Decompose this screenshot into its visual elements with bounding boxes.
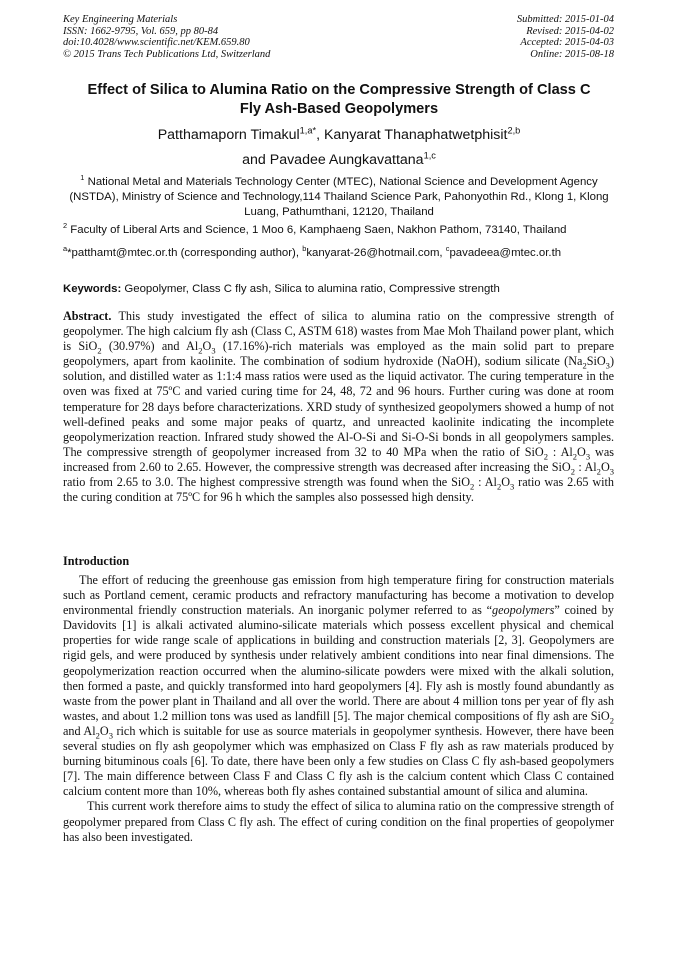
subscript: 2 [543,451,548,462]
subscript: 3 [510,481,515,492]
abstract-text: was increased from 2.60 to 2.65. However, the compressive strength was decreased after increasing the SiO [63,444,614,474]
journal-doi: doi:10.4028/www.scientific.net/KEM.659.80 [63,37,250,49]
abstract-text: ratio was 2.65 with the curing condition at 75ºC for 96 h which the samples also possessed high density. [63,475,614,505]
paragraph: This current work therefore aims to study the effect of silica to alumina ratio on the compressive strength of geopolymer prepared from Class C fly ash. The effect of curing condition on the final properties of geopolymer has also been investigated. [63,799,614,844]
abstract-text: (30.97%) and Al [101,339,199,354]
abstract-text: ) solution, and distilled water as 1:1:4 mass ratios were used as the liquid activator. The curing temperature in the oven was fixed at 75ºC and varied curing time for 24, 48, 72 and 96 hours. Further curing was done at room temperature for 28 days before characterizations. XRD study of synthesized geopolymers showed a hump of not well-defined peaks and some major peaks of quartz, and unreacted kaolinite indicating the incomplete geopolymerization reaction. Infrared study showed the Al-O-Si and Si-O-Si bonds in all geopolymers samples. The compressive strength of geopolymer increased from 32 to 40 MPa when the ratio of SiO [63,354,614,459]
subscript: 2 [570,466,575,477]
email-b-marker: b [302,244,307,254]
author-3: Pavadee Aungkavattana [269,152,424,168]
affiliation-1 [63,175,615,219]
abstract-text: O [501,475,511,490]
keywords [63,282,623,297]
journal-copyright: © 2015 Trans Tech Publications Ltd, Switzerland [63,48,271,60]
abstract-text: O [600,459,610,474]
date-online: Online: 2015-08-18 [530,48,614,60]
affiliation-2-number: 2 [63,221,68,231]
email-c-marker: c [445,244,450,254]
date-submitted: Submitted: 2015-01-04 [516,14,614,25]
paragraph [63,573,614,799]
journal-info [63,14,270,60]
abstract-text: O [202,339,212,354]
paragraph-text: O [99,723,109,738]
subscript: 3 [605,360,610,371]
author-separator: , [316,127,324,143]
subscript: 3 [585,451,591,462]
title-line-2: Fly Ash-Based Geopolymers [239,101,439,117]
subscript: 2 [470,481,475,492]
email-a: *patthamt@mtec.or.th (corresponding author), [67,247,303,259]
abstract-text: : Al [575,459,597,474]
author-emails [63,246,623,261]
submission-dates [517,14,614,60]
subscript: 2 [596,466,601,477]
introduction-body [63,573,614,845]
journal-name: Key Engineering Materials [63,14,178,25]
abstract-text: : Al [474,475,497,490]
emphasis-text: geopolymers [492,603,555,618]
paragraph-text: and Al [63,723,96,738]
keywords-label: Keywords: [63,283,122,295]
paragraph-text: ” coined by Davidovits [1] is alkali activated alumino-silicate materials which possess excellent physical and chemical properties for wide range scale of applications in building and construction materials [2, 3]. Geopolymers are rigid gels, and were produced by synthesis under relatively ambient conditions into near final dimensions. The geopolymerization reaction occurred when the alumino-silicate powders were mixed with the alkali solution, then formed a paste, and quickly transformed into hard geopolymers [4]. Fly ash is mostly found abundantly as waste from the power plant in Thailand and all over the world. There are about 4 million tons per year of fly ash wastes, and about 1.2 million tons was used as landfill [5]. The major chemical compositions of fly ash are SiO [63,603,614,723]
abstract-text: (17.16%)-rich materials was employed as the main solid part to prepare geopolymers, apart from kaolinite. The combination of sodium hydroxide (NaOH), sodium silicate (Na [63,339,614,369]
abstract-text: ratio from 2.65 to 3.0. The highest compressive strength was found when the SiO [63,475,471,490]
email-a-marker: a [63,244,68,254]
author-1-affil: 1,a* [299,125,317,136]
author-3-affil: 1,c [423,150,436,161]
paragraph-text: The effort of reducing the greenhouse gas emission from high temperature firing for construction materials such as Portland cement, ceramic products and refractory manufacturing has become a motivation to develop environmental friendly construction materials. An inorganic polymer referred to as “ [63,573,614,618]
abstract-text: : Al [548,444,573,459]
subscript: 2 [582,360,587,371]
paper-title [50,81,628,119]
paragraph-text: rich which is suitable for use as source materials in geopolymer synthesis. However, there have been several studies on fly ash geopolymer which was emphasized on Class F fly ash as raw materials produced by burning bituminous coals [6]. To date, there have been only a few studies on Class C fly ash-based geopolymers [7]. The main difference between Class F and Class C fly ash is the calcium content which Class C contained calcium content more than 10%, whereas both fly ashes contained substantial amount of silica and alumina. [63,723,614,799]
date-accepted: Accepted: 2015-04-03 [520,37,614,49]
abstract [63,309,614,505]
date-revised: Revised: 2015-04-02 [526,25,614,37]
abstract-text: O [577,444,586,459]
author-line-2 [40,148,638,173]
subscript: 2 [572,451,578,462]
journal-issn: ISSN: 1662-9795, Vol. 659, pp 80-84 [63,25,219,37]
affiliation-1-text: National Metal and Materials Technology Center (MTEC), National Science and Development Agency (NSTDA), Ministry of Science and Technology,114 Thailand Science Park, Pahonyothin Rd., Klong 1, Klong Luang, Pathumthani, 12120, Thailand [69,176,609,218]
subscript: 2 [97,345,102,356]
affiliation-1-number: 1 [80,173,85,183]
subscript: 3 [211,345,216,356]
email-c: pavadeea@mtec.or.th [449,247,562,259]
keywords-text: Geopolymer, Class C fly ash, Silica to alumina ratio, Compressive strength [121,283,500,295]
abstract-label: Abstract. [63,309,112,323]
abstract-text: SiO [586,354,606,369]
subscript: 3 [609,466,615,477]
email-b: kanyarat-26@hotmail.com, [306,247,446,259]
author-2: Kanyarat Thanaphatwetphisit [323,127,508,143]
affiliation-2 [63,223,615,238]
abstract-text: This study investigated the effect of silica to alumina ratio on the compressive strength of geopolymer. The high calcium fly ash (Class C, ASTM 618) wastes from Mae Moh Thailand power plant, which is SiO [63,309,614,354]
subscript: 2 [496,481,502,492]
author-and: and [242,152,270,168]
subscript: 2 [198,345,203,356]
section-heading-introduction: Introduction [63,554,130,568]
author-list [40,123,638,173]
affiliation-2-text: Faculty of Liberal Arts and Science, 1 Moo 6, Kamphaeng Saen, Nakhon Pathom, 73140, Thailand [67,224,567,236]
author-2-affil: 2,b [507,125,521,136]
author-1: Patthamaporn Timakul [157,127,300,143]
subscript: 2 [95,730,100,741]
subscript: 2 [609,715,614,726]
subscript: 3 [108,730,113,741]
title-line-1: Effect of Silica to Alumina Ratio on the Compressive Strength of Class C [87,82,591,98]
author-line-1 [40,123,638,148]
